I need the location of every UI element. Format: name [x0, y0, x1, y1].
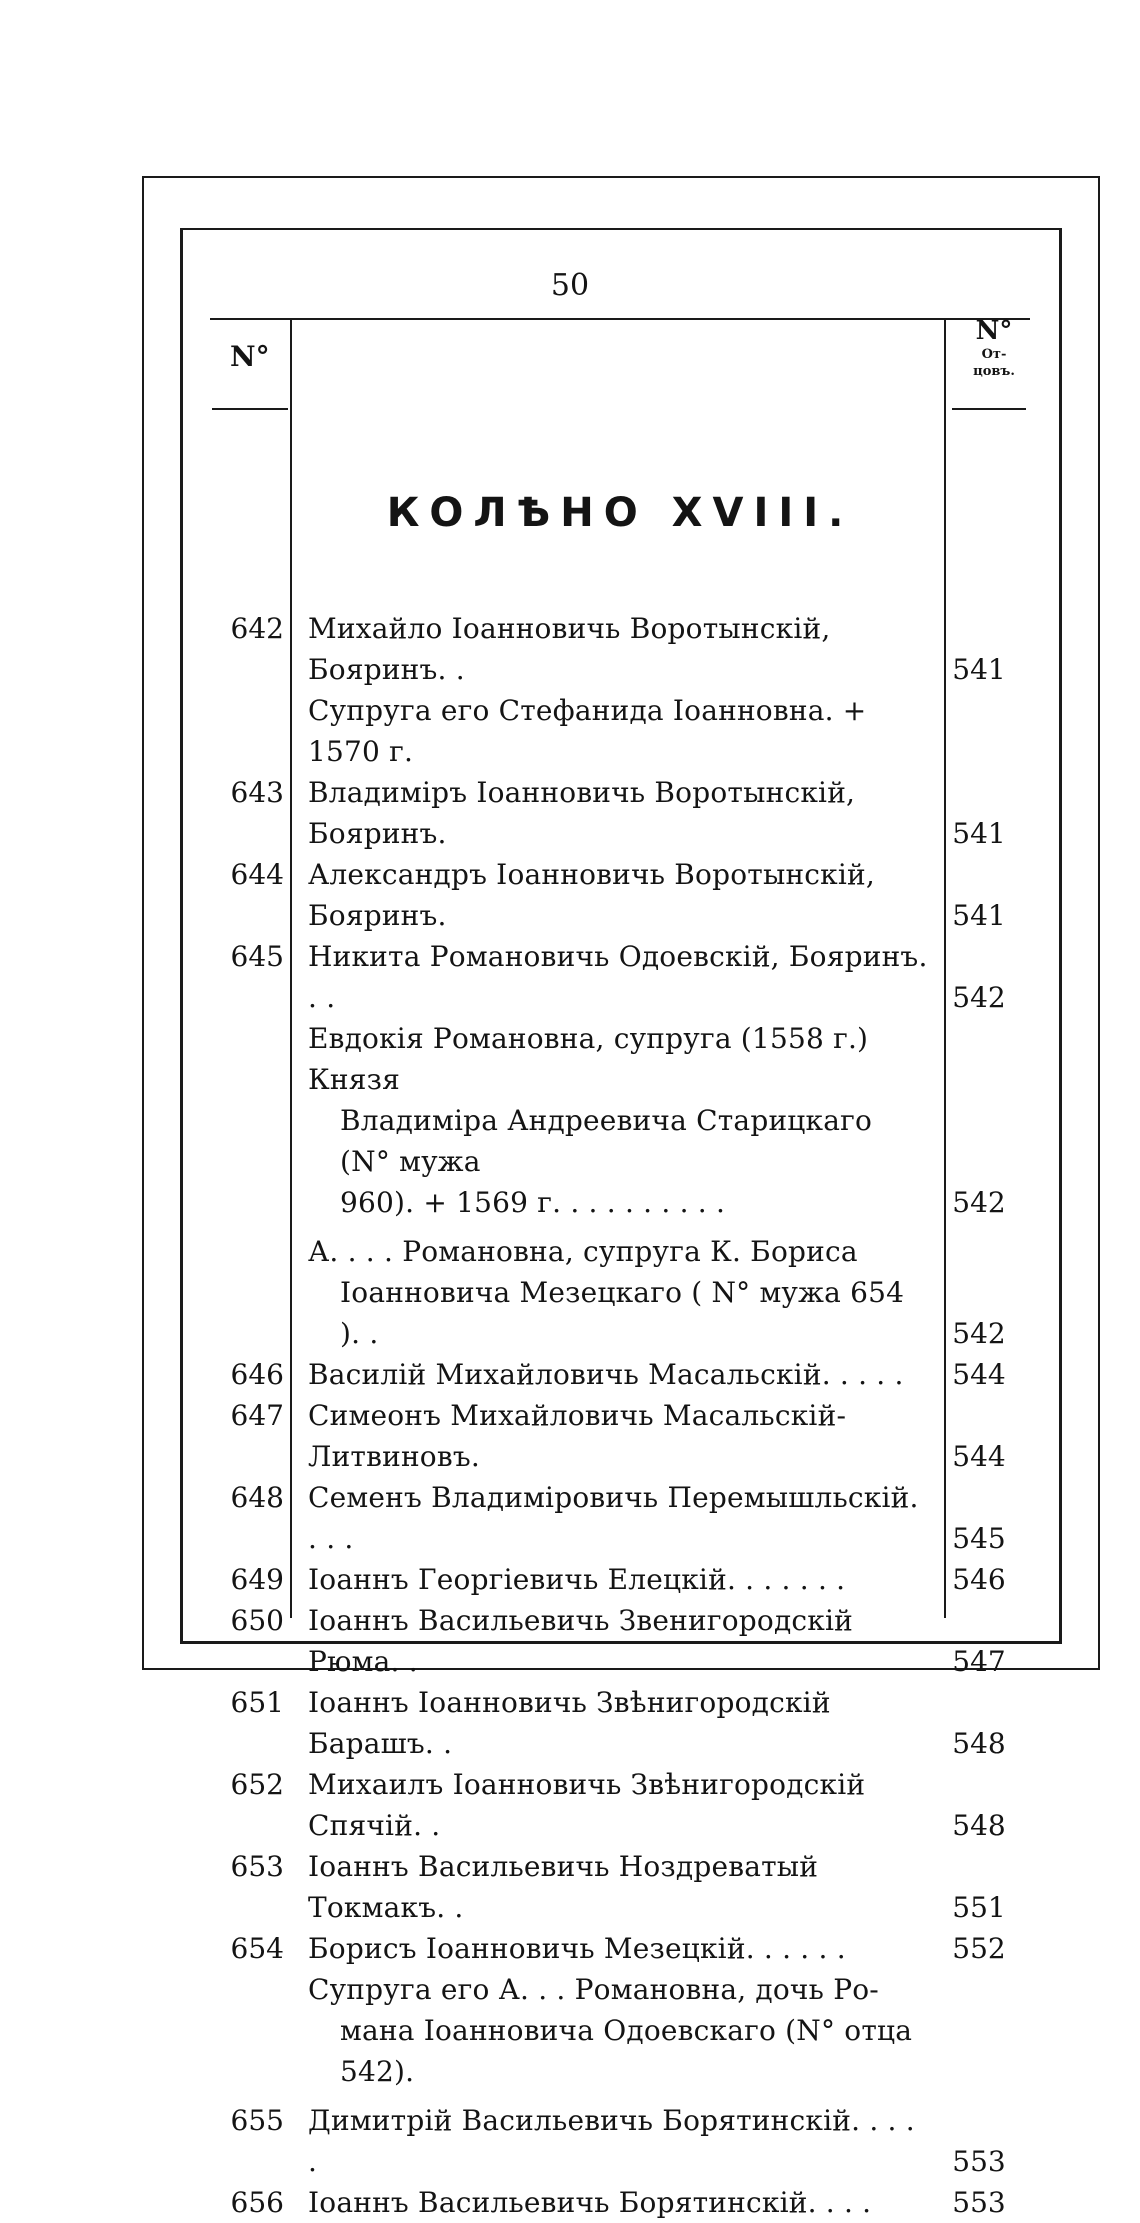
- entry-text-line: Михайло Іоанновичь Воротынскій, Бояринъ. .: [308, 612, 831, 686]
- number-header-underline: [212, 408, 288, 410]
- father-number: 546: [952, 1563, 1006, 1596]
- entry-number: 648: [230, 1481, 284, 1514]
- entry-text-line: Борисъ Іоанновичь Мезецкій. . . . . .: [308, 1932, 846, 1965]
- father-number: 541: [952, 817, 1006, 850]
- entry-row: [210, 936, 1030, 1018]
- page-number: 50: [550, 268, 590, 303]
- father-number: 548: [952, 1727, 1006, 1760]
- entry-row: [210, 1928, 1030, 1969]
- entry-row: [210, 1559, 1030, 1600]
- father-column-header-line2: цовъ.: [973, 364, 1015, 379]
- entry-row: [210, 772, 1030, 854]
- father-number: 551: [952, 1891, 1006, 1924]
- entry-text: [308, 936, 928, 1018]
- father-number: 542: [952, 1186, 1006, 1219]
- father-column-header-line1: От-: [981, 347, 1007, 362]
- father-number: 542: [952, 1317, 1006, 1350]
- entry-text-line: Владиміръ Іоанновичь Воротынскій, Бояринъ.: [308, 776, 856, 850]
- entry-text: [308, 854, 928, 936]
- entry-number: 654: [230, 1932, 284, 1965]
- entry-text: [308, 690, 928, 772]
- entry-text: [308, 1682, 928, 1764]
- entry-text-line: Никита Романовичь Одоевскій, Бояринъ. . .: [308, 940, 928, 1014]
- entry-row: [210, 1600, 1030, 1682]
- father-number: 548: [952, 1809, 1006, 1842]
- father-header-underline: [952, 408, 1026, 410]
- entry-row: [210, 1018, 1030, 1223]
- father-number: 544: [952, 1358, 1006, 1391]
- father-number: 553: [952, 2186, 1006, 2219]
- entry-row: [210, 1231, 1030, 1354]
- entry-row: [210, 2182, 1030, 2223]
- entry-text-line: мана Іоанновича Одоевскаго (N° отца 542).: [340, 2014, 913, 2088]
- entry-row: [210, 1846, 1030, 1928]
- father-number: 541: [952, 653, 1006, 686]
- entry-text: [308, 1846, 928, 1928]
- header-rule: [210, 318, 1030, 320]
- entry-row: [210, 1477, 1030, 1559]
- entry-number: 645: [230, 940, 284, 973]
- entry-number: 656: [230, 2186, 284, 2219]
- entry-text-line: Супруга его Стефанида Іоанновна. + 1570 г.: [308, 694, 867, 768]
- entry-text-line: Владиміра Андреевича Старицкаго (N° мужа: [340, 1104, 873, 1178]
- entry-row: [210, 1354, 1030, 1395]
- section-title: КОЛѢНО XVIII.: [386, 490, 854, 536]
- entry-text-line: Іоаннъ Іоанновичь Звѣнигородскій Барашъ. .: [308, 1686, 831, 1760]
- entry-text: [308, 2182, 928, 2223]
- entry-number: 649: [230, 1563, 284, 1596]
- entry-row: [210, 690, 1030, 772]
- entry-number: 642: [230, 612, 284, 645]
- father-number: 547: [952, 1645, 1006, 1678]
- entry-number: 651: [230, 1686, 284, 1719]
- father-column-header: [960, 318, 1028, 378]
- entry-text: [308, 1764, 928, 1846]
- entry-text: [308, 2100, 928, 2182]
- entry-text-line: Іоаннъ Георгіевичь Елецкій. . . . . . .: [308, 1563, 846, 1596]
- entry-number: 655: [230, 2104, 284, 2137]
- father-number: 542: [952, 981, 1006, 1014]
- entry-text: [308, 772, 928, 854]
- entry-text-line: Іоаннъ Васильевичь Ноздреватый Токмакъ. .: [308, 1850, 819, 1924]
- entry-text-line: Александръ Іоанновичь Воротынскій, Бояринъ.: [308, 858, 876, 932]
- entry-text-line: Димитрій Васильевичь Борятинскій. . . . .: [308, 2104, 915, 2178]
- entry-row: [210, 1969, 1030, 2092]
- entry-row: [210, 608, 1030, 690]
- entry-text-line: Іоаннъ Васильевичь Борятинскій. . . .: [308, 2186, 872, 2219]
- entry-text: [308, 1231, 928, 1354]
- entry-text-line: Іоанновича Мезецкаго ( N° мужа 654 ). .: [340, 1276, 905, 1350]
- entry-text: [308, 608, 928, 690]
- number-column-header: N°: [230, 340, 270, 373]
- entry-text: [308, 1559, 928, 1600]
- father-number: 552: [952, 1932, 1006, 1965]
- entry-text-line: Василій Михайловичь Масальскій. . . . .: [308, 1358, 904, 1391]
- entry-number: 646: [230, 1358, 284, 1391]
- entry-text-line: Супруга его А. . . Романовна, дочь Ро-: [308, 1973, 879, 2006]
- entry-row: [210, 1682, 1030, 1764]
- entry-text-line: Евдокія Романовна, супруга (1558 г.) Князя: [308, 1022, 869, 1096]
- entry-text: [308, 1600, 928, 1682]
- entry-row: [210, 854, 1030, 936]
- entry-text: [308, 1354, 928, 1395]
- father-number: 541: [952, 899, 1006, 932]
- entry-text-line: Михаилъ Іоанновичь Звѣнигородскій Спячій. .: [308, 1768, 866, 1842]
- entry-text: [308, 1395, 928, 1477]
- father-number: 545: [952, 1522, 1006, 1555]
- entry-text-line: Семенъ Владиміровичь Перемышльскій. . . .: [308, 1481, 919, 1555]
- entry-text-line: 960). + 1569 г. . . . . . . . . .: [340, 1186, 726, 1219]
- entry-text: [308, 1969, 928, 2092]
- entry-text-line: Симеонъ Михайловичь Масальскій-Литвиновъ.: [308, 1399, 847, 1473]
- entry-number: 644: [230, 858, 284, 891]
- entry-text: [308, 1477, 928, 1559]
- father-number: 544: [952, 1440, 1006, 1473]
- entry-number: 647: [230, 1399, 284, 1432]
- father-column-header-n: N°: [975, 316, 1013, 346]
- entry-number: 653: [230, 1850, 284, 1883]
- entry-number: 650: [230, 1604, 284, 1637]
- entry-number: 652: [230, 1768, 284, 1801]
- father-number: 553: [952, 2145, 1006, 2178]
- entry-text-line: Іоаннъ Васильевичь Звенигородскій Рюма. .: [308, 1604, 853, 1678]
- entry-text: [308, 1018, 928, 1223]
- entry-row: [210, 1395, 1030, 1477]
- entry-number: 643: [230, 776, 284, 809]
- entry-row: [210, 1764, 1030, 1846]
- entry-text: [308, 1928, 928, 1969]
- entry-row: [210, 2100, 1030, 2182]
- entry-text-line: А. . . . Романовна, супруга К. Бориса: [308, 1235, 858, 1268]
- genealogy-entries: [210, 608, 1030, 2223]
